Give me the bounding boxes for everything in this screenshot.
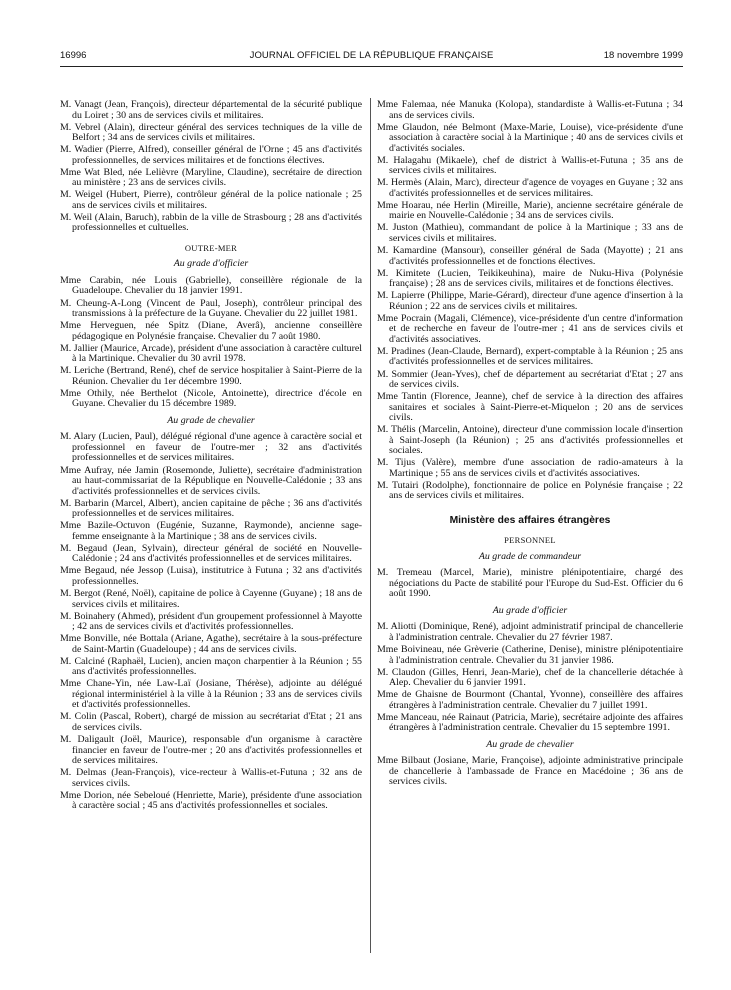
decoration-entry: M. Delmas (Jean-François), vice-recteur à Wallis-et-Futuna ; 32 ans de services civils. bbox=[60, 767, 362, 789]
entry-list bbox=[377, 622, 683, 733]
decoration-entry: Mme Bilbaut (Josiane, Marie, Françoise), adjointe administrative principale de chancellerie à l'ambassade de France en Macédoine ; 36 ans de services civils. bbox=[377, 755, 683, 788]
decoration-entry: M. Leriche (Bertrand, René), chef de service hospitalier à Saint-Pierre de la Réunion. Chevalier du 1er décembre 1990. bbox=[60, 365, 362, 387]
decoration-entry: Mme Glaudon, née Belmont (Maxe-Marie, Louise), vice-présidente d'une association à caractère social à la Martinique ; 40 ans de services civils et d'activités sociales. bbox=[377, 121, 683, 154]
decoration-entry: M. Weigel (Hubert, Pierre), contrôleur général de la police nationale ; 25 ans de services civils et militaires. bbox=[60, 189, 362, 211]
decoration-entry: M. Wadier (Pierre, Alfred), conseiller général de l'Orne ; 45 ans d'activités professionnelles, de services militaires et de fonctions électives. bbox=[60, 144, 362, 166]
decoration-entry: M. Colin (Pascal, Robert), chargé de mission au secrétariat d'Etat ; 21 ans de services civils. bbox=[60, 711, 362, 733]
decoration-entry: Mme Dorion, née Sebeloué (Henriette, Marie), présidente d'une association à caractère social ; 45 ans d'activités professionnelles et sociales. bbox=[60, 789, 362, 812]
grade-heading-officier: Au grade d'officier bbox=[492, 604, 568, 616]
decoration-entry: Mme Herveguen, née Spitz (Diane, Averâ), ancienne conseillère pédagogique en Polynésie française. Chevalier du 7 août 1980. bbox=[60, 320, 362, 342]
grade-heading-chevalier: Au grade de chevalier bbox=[167, 414, 255, 426]
header-rule bbox=[60, 66, 683, 67]
decoration-entry: M. Alary (Lucien, Paul), délégué régional d'une agence à caractère social et professionnel en faveur de l'outre-mer ; 32 ans d'activités professionnelles et de services militaires. bbox=[60, 431, 362, 464]
decoration-entry: M. Juston (Mathieu), commandant de police à la Martinique ; 33 ans de services civils et militaires. bbox=[377, 222, 683, 244]
decoration-entry: M. Daligault (Joël, Maurice), responsable d'un organisme à caractère financier en faveur de l'outre-mer ; 20 ans d'activités professionnelles et de services militaires. bbox=[60, 734, 362, 767]
decoration-entry: M. Kamardine (Mansour), conseiller général de Sada (Mayotte) ; 21 ans d'activités professionnelles et de fonctions électives. bbox=[377, 245, 683, 267]
entry-list bbox=[60, 432, 362, 811]
decoration-entry: Mme Chane-Yin, née Law-Laï (Josiane, Thérèse), adjointe au délégué régional interministériel à la ville à la Réunion ; 33 ans de services civils et d'activités professionnelles. bbox=[60, 678, 362, 711]
column-divider bbox=[370, 98, 371, 953]
entry-list bbox=[377, 100, 683, 502]
decoration-entry: Mme Wat Bled, née Lelièvre (Maryline, Claudine), secrétaire de direction au ministère ; 23 ans de services civils. bbox=[60, 166, 362, 189]
decoration-entry: M. Tutairi (Rodolphe), fonctionnaire de police en Polynésie française ; 22 ans de services civils et militaires. bbox=[377, 479, 683, 502]
section-heading-outre-mer: OUTRE-MER bbox=[184, 242, 238, 253]
decoration-entry: Mme Othily, née Berthelot (Nicole, Antoinette), directrice d'école en Guyane. Chevalier du 15 décembre 1989. bbox=[60, 387, 362, 410]
decoration-entry: M. Vebrel (Alain), directeur général des services techniques de la ville de Belfort ; 34 ans de services civils et militaires. bbox=[60, 121, 362, 144]
decoration-entry: Mme Aufray, née Jamin (Rosemonde, Juliette), secrétaire d'administration au haut-commissariat de la République en Nouvelle-Calédonie ; 33 ans d'activités professionnelles et de services civils. bbox=[60, 464, 362, 497]
decoration-entry: M. Bergot (René, Noël), capitaine de police à Cayenne (Guyane) ; 18 ans de services civils et militaires. bbox=[60, 588, 362, 610]
decoration-entry: Mme Begaud, née Jessop (Luisa), institutrice à Futuna ; 32 ans d'activités professionnelles. bbox=[60, 565, 362, 587]
decoration-entry: M. Tijus (Valère), membre d'une association de radio-amateurs à la Martinique ; 55 ans de services civils et d'activités associatives. bbox=[377, 457, 683, 479]
decoration-entry: Mme Bonville, née Bottala (Ariane, Agathe), secrétaire à la sous-préfecture de Saint-Martin (Guadeloupe) ; 44 ans de services civils. bbox=[60, 633, 362, 655]
section-heading-personnel: PERSONNEL bbox=[504, 535, 556, 546]
ministry-heading: Ministère des affaires étrangères bbox=[449, 514, 611, 526]
decoration-entry: M. Begaud (Jean, Sylvain), directeur général de société en Nouvelle-Calédonie ; 24 ans d'activités professionnelles et de services militaires. bbox=[60, 542, 362, 565]
decoration-entry: Mme Boivineau, née Grèverie (Catherine, Denise), ministre plénipotentiaire à l'administration centrale. Chevalier du 31 janvier 1986. bbox=[377, 644, 683, 666]
decoration-entry: M. Pradines (Jean-Claude, Bernard), expert-comptable à la Réunion ; 25 ans d'activités professionnelles et de services militaires. bbox=[377, 345, 683, 368]
grade-heading-officier: Au grade d'officier bbox=[173, 258, 249, 270]
entry-list bbox=[377, 756, 683, 788]
decoration-entry: Mme de Ghaisne de Bourmont (Chantal, Yvonne), conseillère des affaires étrangères à l'administration centrale. Chevalier du 7 juillet 1991. bbox=[377, 689, 683, 711]
decoration-entry: M. Thélis (Marcelin, Antoine), directeur d'une commission locale d'insertion à Saint-Joseph (la Réunion) ; 25 ans d'activités professionnelles et sociales. bbox=[377, 424, 683, 457]
decoration-entry: M. Aliotti (Dominique, René), adjoint administratif principal de chancellerie à l'administration centrale. Chevalier du 27 février 1987. bbox=[377, 621, 683, 643]
decoration-entry: Mme Pocrain (Magali, Clémence), vice-présidente d'un centre d'information et de recherche en faveur de l'outre-mer ; 41 ans de services civils et d'activités associatives. bbox=[377, 312, 683, 345]
decoration-entry: M. Jallier (Maurice, Arcade), président d'une association à caractère culturel à la Martinique. Chevalier du 30 avril 1978. bbox=[60, 342, 362, 365]
journal-title: JOURNAL OFFICIEL DE LA RÉPUBLIQUE FRANÇAISE bbox=[249, 50, 494, 61]
entry-list bbox=[377, 568, 683, 600]
right-column bbox=[377, 100, 683, 789]
decoration-entry: Mme Manceau, née Rainaut (Patricia, Marie), secrétaire adjointe des affaires étrangères à l'administration centrale. Chevalier du 15 septembre 1991. bbox=[377, 711, 683, 734]
grade-heading-commandeur: Au grade de commandeur bbox=[478, 550, 582, 562]
decoration-entry: M. Kimitete (Lucien, Teikikeuhina), maire de Nuku-Hiva (Polynésie française) ; 28 ans de services civils, militaires et de fonctions électives. bbox=[377, 267, 683, 290]
decoration-entry: M. Weil (Alain, Baruch), rabbin de la ville de Strasbourg ; 28 ans d'activités professionnelles et cultuelles. bbox=[60, 211, 362, 234]
decoration-entry: Mme Falemaa, née Manuka (Kolopa), standardiste à Wallis-et-Futuna ; 34 ans de services civils. bbox=[377, 99, 683, 121]
decoration-entry: M. Tremeau (Marcel, Marie), ministre plénipotentiaire, chargé des négociations du Pacte de stabilité pour l'Europe du Sud-Est. Officier du 6 août 1990. bbox=[377, 567, 683, 600]
decoration-entry: Mme Tantin (Florence, Jeanne), chef de service à la direction des affaires sanitaires et sociales à Saint-Pierre-et-Miquelon ; 20 ans de services civils. bbox=[377, 391, 683, 424]
decoration-entry: M. Cheung-A-Long (Vincent de Paul, Joseph), contrôleur principal des transmissions à la préfecture de la Guyane. Chevalier du 22 juillet 1981. bbox=[60, 297, 362, 320]
grade-heading-chevalier: Au grade de chevalier bbox=[486, 738, 574, 750]
page-header bbox=[60, 50, 683, 64]
entry-list bbox=[60, 276, 362, 410]
left-column bbox=[60, 100, 362, 813]
decoration-entry: M. Hermès (Alain, Marc), directeur d'agence de voyages en Guyane ; 32 ans d'activités professionnelles et de services militaires. bbox=[377, 177, 683, 199]
decoration-entry: M. Halagahu (Mikaele), chef de district à Wallis-et-Futuna ; 35 ans de services civils et militaires. bbox=[377, 154, 683, 177]
decoration-entry: M. Boinahery (Ahmed), président d'un groupement professionnel à Mayotte ; 42 ans de services civils et d'activités professionnelles. bbox=[60, 610, 362, 633]
decoration-entry: Mme Carabin, née Louis (Gabrielle), conseillère régionale de la Guadeloupe. Chevalier du 18 janvier 1991. bbox=[60, 274, 362, 297]
decoration-entry: M. Calciné (Raphaël, Lucien), ancien maçon charpentier à la Réunion ; 55 ans d'activités professionnelles. bbox=[60, 655, 362, 678]
page-number: 16996 bbox=[60, 50, 87, 61]
decoration-entry: M. Vanagt (Jean, François), directeur départemental de la sécurité publique du Loiret ; 30 ans de services civils et militaires. bbox=[60, 99, 362, 121]
decoration-entry: Mme Hoarau, née Herlin (Mireille, Marie), ancienne secrétaire générale de mairie en Nouvelle-Calédonie ; 34 ans de services civils. bbox=[377, 199, 683, 222]
decoration-entry: M. Barbarin (Marcel, Albert), ancien capitaine de pêche ; 36 ans d'activités professionnelles et de services militaires. bbox=[60, 497, 362, 520]
issue-date: 18 novembre 1999 bbox=[603, 50, 683, 61]
decoration-entry: M. Claudon (Gilles, Henri, Jean-Marie), chef de la chancellerie détachée à Alep. Chevalier du 6 janvier 1991. bbox=[377, 666, 683, 689]
decoration-entry: Mme Bazile-Octuvon (Eugénie, Suzanne, Raymonde), ancienne sage-femme enseignante à la Martinique ; 38 ans de services civils. bbox=[60, 520, 362, 542]
decoration-entry: M. Lapierre (Philippe, Marie-Gérard), directeur d'une agence d'insertion à la Réunion ; 22 ans de services civils et militaires. bbox=[377, 290, 683, 312]
entry-list bbox=[60, 100, 362, 234]
decoration-entry: M. Sommier (Jean-Yves), chef de département au secrétariat d'Etat ; 27 ans de services civils. bbox=[377, 368, 683, 391]
